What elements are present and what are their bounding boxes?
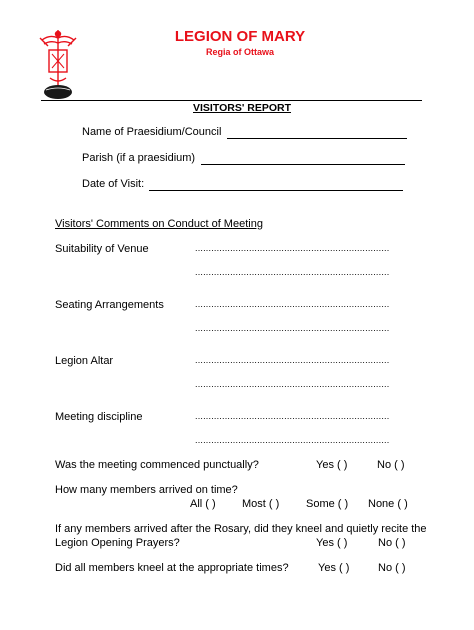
report-title	[0, 102, 474, 114]
q-ontime-none-option[interactable]: None ( )	[368, 498, 408, 510]
altar-field-line-1[interactable]: ........................................................................	[195, 355, 390, 365]
q-punctual-text: Was the meeting commenced punctually?	[55, 459, 259, 471]
parish-field[interactable]	[201, 164, 405, 165]
q-punctual-yes-option[interactable]: Yes ( )	[316, 459, 348, 471]
praesidium-label: Name of Praesidium/Council	[82, 126, 222, 138]
venue-field-line-1[interactable]: ........................................................................	[195, 243, 390, 253]
org-title: LEGION OF MARY	[174, 28, 306, 45]
q-kneel-times-text: Did all members kneel at the appropriate times?	[55, 562, 289, 574]
q-kneel-rosary-yes-option[interactable]: Yes ( )	[316, 537, 348, 549]
q-ontime-some-option[interactable]: Some ( )	[306, 498, 349, 510]
discipline-label: Meeting discipline	[55, 411, 143, 423]
seating-label: Seating Arrangements	[55, 299, 164, 311]
org-subtitle: Regia of Ottawa	[205, 47, 274, 57]
q-kneel-rosary-text-line2: Legion Opening Prayers?	[55, 537, 180, 549]
q-kneel-rosary-text-line1: If any members arrived after the Rosary, did they kneel and quietly recite the	[55, 523, 427, 535]
q-punctual-no-option[interactable]: No ( )	[377, 459, 405, 471]
q-kneel-rosary-no-option[interactable]: No ( )	[378, 537, 406, 549]
comments-heading: Visitors' Comments on Conduct of Meeting	[55, 218, 263, 230]
altar-label: Legion Altar	[55, 355, 114, 367]
header-divider	[41, 100, 422, 101]
q-ontime-most-option[interactable]: Most ( )	[242, 498, 280, 510]
venue-label: Suitability of Venue	[55, 243, 149, 255]
discipline-field-line-1[interactable]: ........................................................................	[195, 411, 390, 421]
seating-field-line-2[interactable]: ........................................................................	[195, 323, 390, 333]
parish-label: Parish (if a praesidium)	[82, 152, 196, 164]
q-ontime-all-option[interactable]: All ( )	[190, 498, 216, 510]
report-title-text: VISITORS' REPORT	[193, 102, 291, 114]
discipline-field-line-2[interactable]: ........................................................................	[195, 435, 390, 445]
altar-field-line-2[interactable]: ........................................................................	[195, 379, 390, 389]
q-ontime-text: How many members arrived on time?	[55, 484, 238, 496]
q-kneel-times-no-option[interactable]: No ( )	[378, 562, 406, 574]
visit-date-field[interactable]	[149, 190, 403, 191]
seating-field-line-1[interactable]: ........................................................................	[195, 299, 390, 309]
q-kneel-times-yes-option[interactable]: Yes ( )	[318, 562, 350, 574]
venue-field-line-2[interactable]: ........................................................................	[195, 267, 390, 277]
praesidium-field[interactable]	[227, 138, 407, 139]
visit-date-label: Date of Visit:	[82, 178, 145, 190]
